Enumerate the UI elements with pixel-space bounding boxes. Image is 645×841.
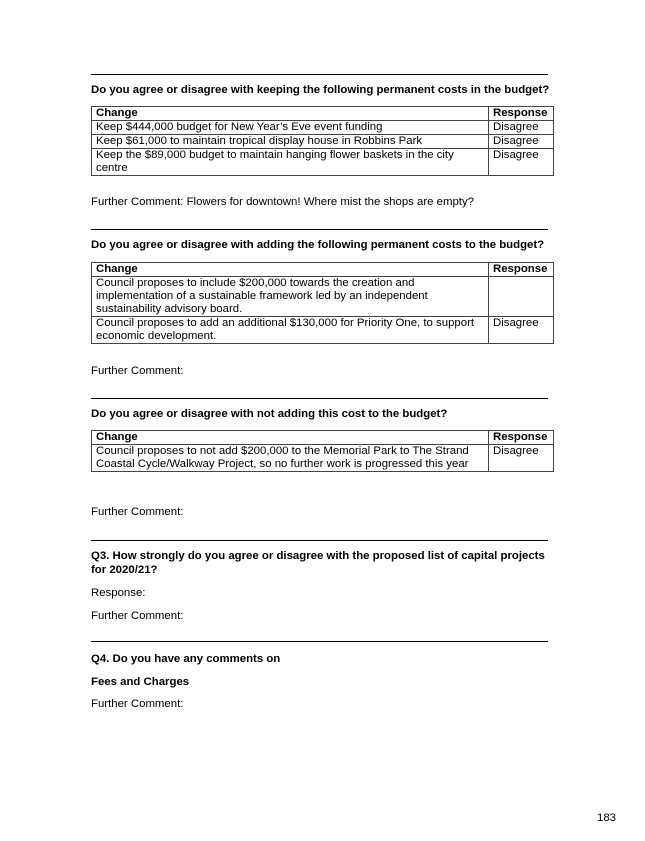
question-keep-costs: Do you agree or disagree with keeping the following permanent costs in the budget?: [91, 84, 550, 96]
cell-response: Disagree: [489, 135, 554, 149]
keep-costs-table: [91, 106, 554, 176]
header-change: Change: [92, 107, 489, 121]
table-row: [92, 277, 554, 317]
table-row: [92, 135, 554, 149]
divider: [91, 641, 548, 642]
divider: [91, 540, 548, 541]
cell-response: Disagree: [489, 317, 554, 344]
header-response: Response: [489, 263, 554, 277]
cell-response: Disagree: [489, 121, 554, 135]
further-comment-keep: Further Comment: Flowers for downtown! Where mist the shops are empty?: [91, 196, 474, 208]
table-row: [92, 317, 554, 344]
question-q4: Q4. Do you have any comments on: [91, 653, 281, 665]
q4-subheading: Fees and Charges: [91, 676, 190, 688]
table-row: [92, 149, 554, 176]
cell-change: Keep $61,000 to maintain tropical display house in Robbins Park: [92, 135, 489, 149]
cell-change: Keep the $89,000 budget to maintain hanging flower baskets in the city centre: [92, 149, 489, 176]
table-row: [92, 445, 554, 472]
page-number: 183: [597, 812, 617, 824]
cell-change: Council proposes to not add $200,000 to the Memorial Park to The Strand Coastal Cycle/Walkway Project, so no further work is progressed this year: [92, 445, 489, 472]
table-header-row: [92, 431, 554, 445]
table-header-row: [92, 107, 554, 121]
further-comment-add: Further Comment:: [91, 365, 184, 377]
further-comment-q3: Further Comment:: [91, 610, 184, 622]
cell-response: Disagree: [489, 445, 554, 472]
cell-response: [489, 277, 554, 317]
further-comment-not-add: Further Comment:: [91, 506, 184, 518]
header-response: Response: [489, 431, 554, 445]
add-costs-table: [91, 262, 554, 344]
not-add-cost-table: [91, 430, 554, 472]
cell-change: Council proposes to include $200,000 towards the creation and implementation of a sustainable framework led by an independent sustainability advisory board.: [92, 277, 489, 317]
further-comment-q4: Further Comment:: [91, 698, 184, 710]
question-not-add-cost: Do you agree or disagree with not adding this cost to the budget?: [91, 408, 448, 420]
cell-response: Disagree: [489, 149, 554, 176]
header-change: Change: [92, 431, 489, 445]
question-q3: Q3. How strongly do you agree or disagree with the proposed list of capital projects for 2020/21?: [91, 550, 545, 576]
table-header-row: [92, 263, 554, 277]
divider: [91, 398, 548, 399]
cell-change: Keep $444,000 budget for New Year’s Eve event funding: [92, 121, 489, 135]
table-row: [92, 121, 554, 135]
q3-response-label: Response:: [91, 587, 146, 599]
question-add-costs: Do you agree or disagree with adding the following permanent costs to the budget?: [91, 239, 545, 251]
cell-change: Council proposes to add an additional $130,000 for Priority One, to support economic development.: [92, 317, 489, 344]
header-change: Change: [92, 263, 489, 277]
divider: [91, 229, 548, 230]
divider: [91, 74, 548, 75]
header-response: Response: [489, 107, 554, 121]
